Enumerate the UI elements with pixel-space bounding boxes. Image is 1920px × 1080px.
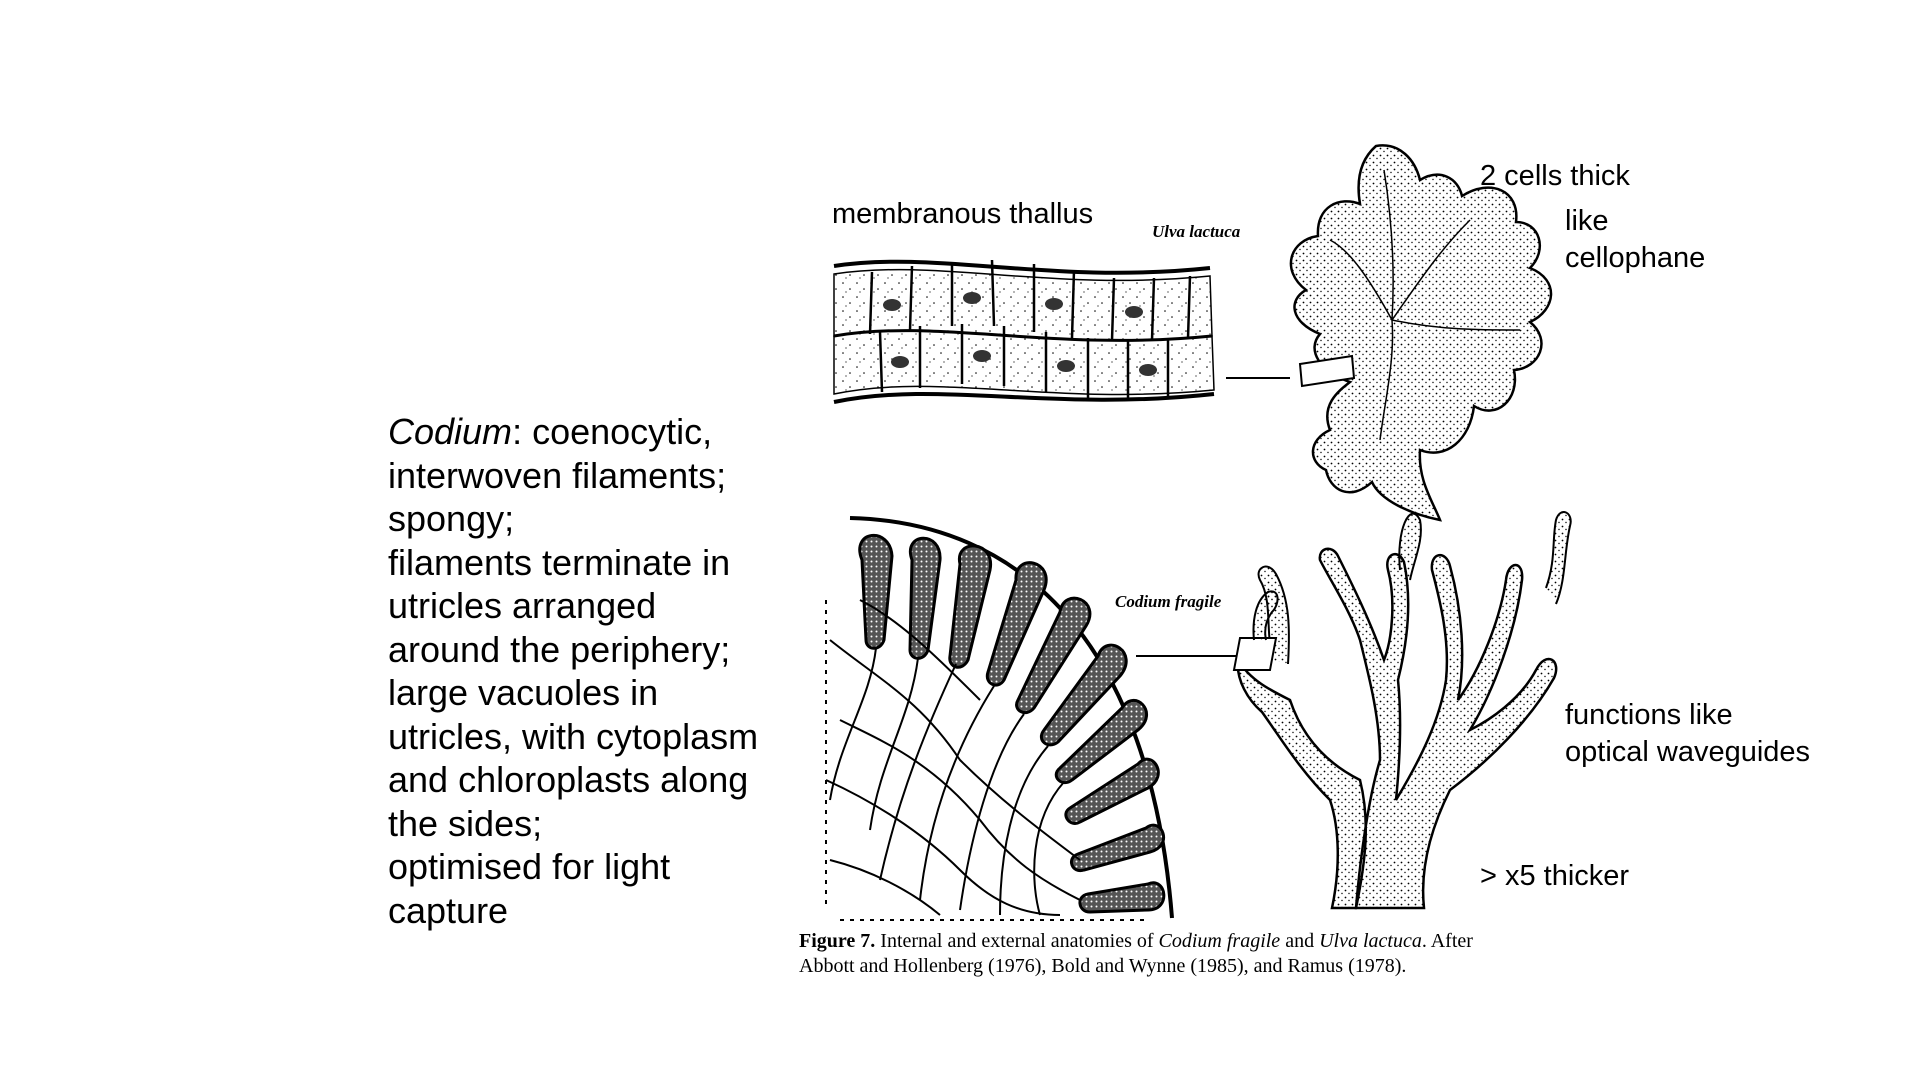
caption-line-2: Abbott and Hollenberg (1976), Bold and Wynne (1985), and Ramus (1978). — [799, 955, 1407, 977]
body-line: large vacuoles in — [388, 672, 659, 713]
label-functions-like: functions like — [1565, 699, 1733, 731]
ulva-thallus-drawing — [1291, 145, 1551, 520]
codium-cross-section — [826, 518, 1236, 920]
body-line: around the periphery; — [388, 628, 731, 670]
body-line-1: Codium: coenocytic, — [388, 411, 713, 452]
body-line: capture — [388, 889, 509, 931]
body-line: utricles arranged — [388, 585, 657, 626]
body-line: optimised for light — [388, 846, 671, 887]
ulva-cross-section — [834, 260, 1290, 402]
label-ulva-lactuca: Ulva lactuca — [1152, 222, 1241, 241]
label-membranous-thallus: membranous thallus — [832, 198, 1094, 230]
label-two-cells-thick: 2 cells thick — [1480, 160, 1630, 192]
label-codium-fragile: Codium fragile — [1115, 592, 1222, 611]
figure-caption — [799, 929, 1599, 979]
label-optical-waveguides: optical waveguides — [1565, 736, 1811, 768]
genus-name: Codium — [388, 411, 513, 452]
body-line: utricles, with cytoplasm — [388, 715, 759, 757]
caption-line-1: Figure 7. Internal and external anatomies of Codium fragile and Ulva lactuca. After — [799, 930, 1473, 952]
body-line: the sides; — [388, 802, 543, 844]
label-like: like — [1565, 205, 1609, 237]
label-thicker: > x5 thicker — [1480, 860, 1630, 892]
body-line: filaments terminate in — [388, 541, 731, 583]
body-line: and chloroplasts along — [388, 759, 749, 800]
codium-thallus-drawing — [1234, 512, 1571, 908]
body-line: interwoven filaments; — [388, 454, 727, 496]
label-cellophane: cellophane — [1565, 242, 1706, 274]
body-line: spongy; — [388, 498, 515, 539]
